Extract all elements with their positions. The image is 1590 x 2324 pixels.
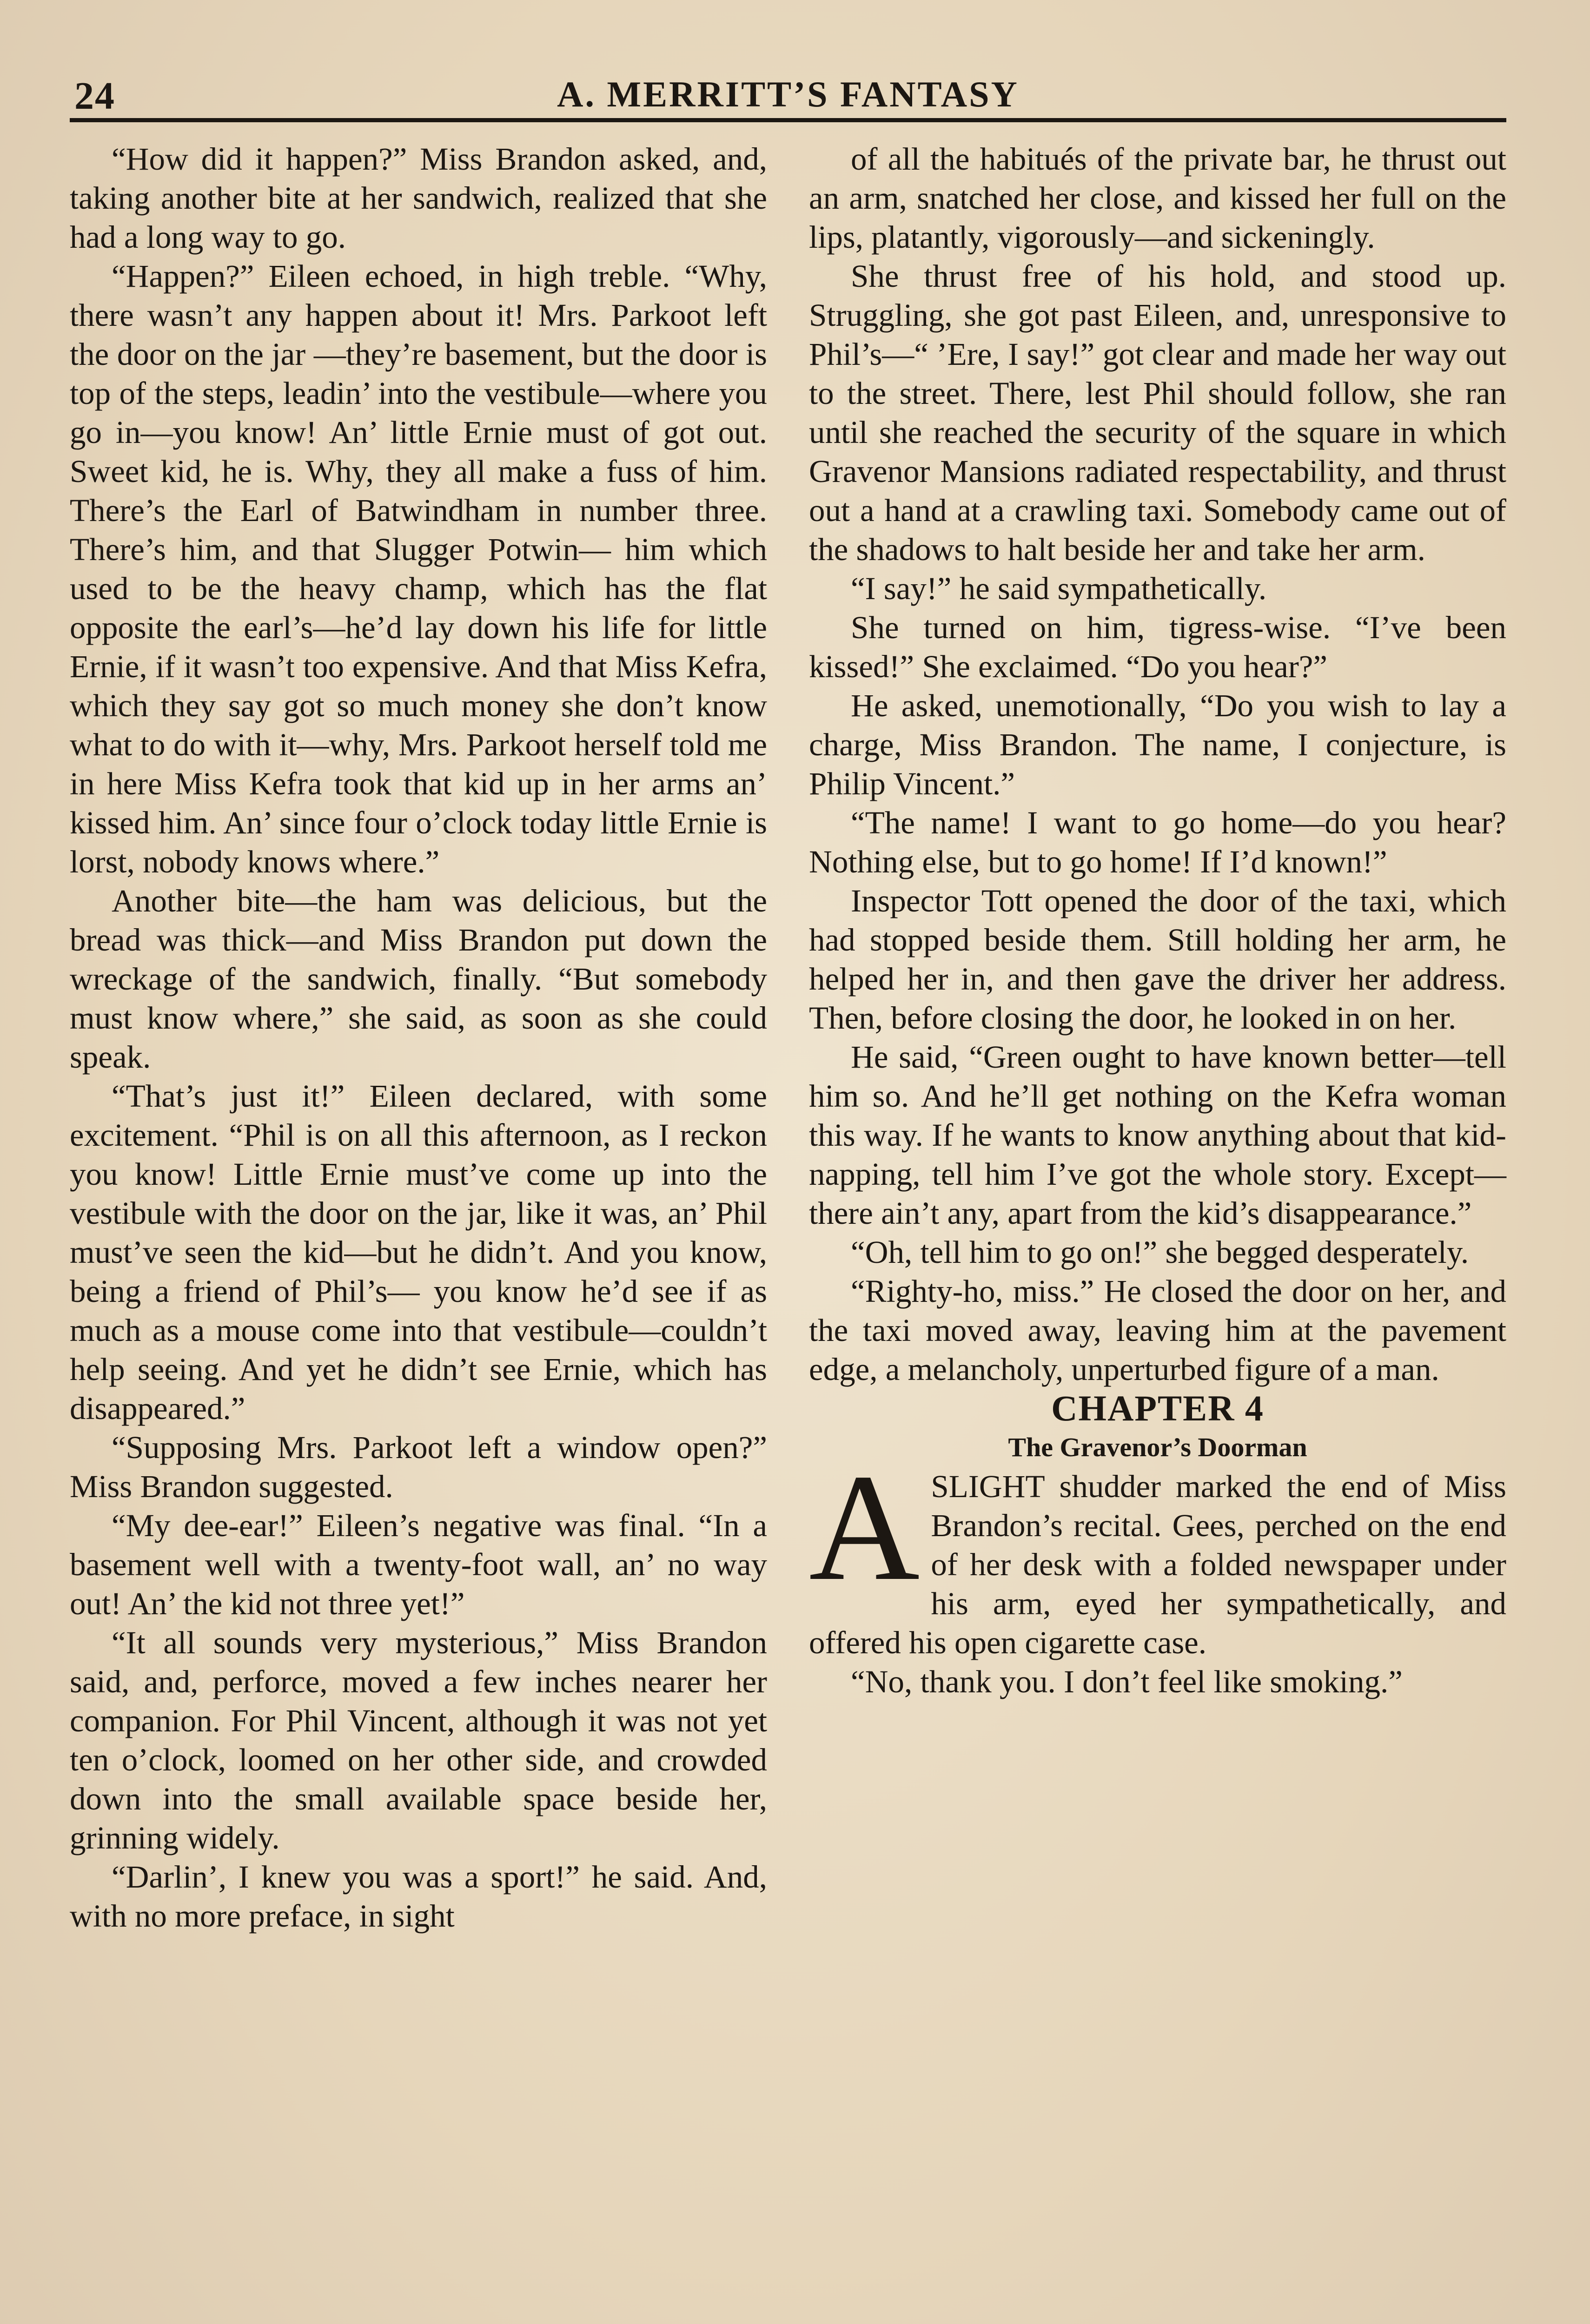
paragraph: She turned on him, tigress-wise. “I’ve been kissed!” She exclaimed. “Do you hear?” [809, 610, 1506, 684]
header-rule [70, 118, 1506, 122]
paragraph: of all the habitués of the private bar, he thrust out an arm, snatched her close, and kissed her full on the lips, platantly, vigorously—and sickeningly. [809, 141, 1506, 255]
paragraph: “My dee-ear!” Eileen’s negative was final. “In a basement well with a twenty-foot wall, an’ no way out! An’ the kid not three yet!” [70, 1508, 767, 1621]
paragraph: “Darlin’, I knew you was a sport!” he said. And, with no more preface, in sight [70, 1859, 767, 1934]
paragraph: Another bite—the ham was delicious, but the bread was thick—and Miss Brandon put down the wreckage of the sandwich, finally. “But somebody must know where,” she said, as soon as she could speak. [70, 883, 767, 1075]
page-header [70, 70, 1506, 122]
magazine-page [70, 70, 1506, 2324]
paragraph: Inspector Tott opened the door of the taxi, which had stopped beside them. Still holding her arm, he helped her in, and then gave the driver her address. Then, before closing the door, he looked in on her. [809, 883, 1506, 1036]
paragraph: “Supposing Mrs. Parkoot left a window open?” Miss Brandon suggested. [70, 1430, 767, 1504]
right-column [809, 139, 1506, 2324]
left-column [70, 139, 767, 2324]
paragraph: “I say!” he said sympathetically. [851, 571, 1267, 606]
paragraph: “Oh, tell him to go on!” she begged desperately. [851, 1235, 1469, 1270]
paragraph: “It all sounds very mysterious,” Miss Brandon said, and, perforce, moved a few inches nearer her companion. For Phil Vincent, although it was not yet ten o’clock, loomed on her other side, and crowded down into the small available space beside her, grinning widely. [70, 1625, 767, 1855]
paragraph: “No, thank you. I don’t feel like smoking.” [851, 1664, 1403, 1699]
paragraph: He said, “Green ought to have known better—tell him so. And he’ll get nothing on the Kefra woman this way. If he wants to know anything about that kidnapping, tell him I’ve got the whole story. Except—there ain’t any, apart from the kid’s disappearance.” [809, 1039, 1506, 1231]
chapter-subtitle: The Gravenor’s Doorman [1008, 1432, 1307, 1462]
paragraph: He asked, unemotionally, “Do you wish to lay a charge, Miss Brandon. The name, I conjecture, is Philip Vincent.” [809, 688, 1506, 801]
chapter-opening-text: SLIGHT shudder marked the end of Miss Brandon’s recital. Gees, perched on the end of her desk with a folded newspaper under his arm, eyed her sympathetically, and offered his open cigarette case. [809, 1469, 1506, 1660]
paragraph: “That’s just it!” Eileen declared, with some excitement. “Phil is on all this afternoon, as I reckon you know! Little Ernie must’ve come up into the vestibule with the door on the jar, like it was, an’ Phil must’ve seen the kid—but he didn’t. And you know, being a friend of Phil’s— you know he’d see if as much as a mouse come into that vestibule—couldn’t help seeing. And yet he didn’t see Ernie, which has disappeared.” [70, 1078, 767, 1426]
drop-cap: A [809, 1443, 920, 1612]
paragraph: “The name! I want to go home—do you hear? Nothing else, but to go home! If I’d known!” [809, 805, 1506, 879]
paragraph: “How did it happen?” Miss Brandon asked, and, taking another bite at her sandwich, realized that she had a long way to go. [70, 141, 767, 255]
chapter-title: CHAPTER 4 [1051, 1388, 1264, 1428]
running-head: A. MERRITT’S FANTASY [557, 74, 1019, 114]
paragraph: She thrust free of his hold, and stood up. Struggling, she got past Eileen, and, unresponsive to Phil’s—“ ’Ere, I say!” got clear and made her way out to the street. There, lest Phil should follow, she ran until she reached the security of the square in which Gravenor Mansions radiated respectability, and thrust out a hand at a crawling taxi. Somebody came out of the shadows to halt beside her and take her arm. [809, 258, 1506, 567]
page-number: 24 [74, 74, 115, 118]
paragraph: “Righty-ho, miss.” He closed the door on her, and the taxi moved away, leaving him at the pavement edge, a melancholy, unperturbed figure of a man. [809, 1274, 1506, 1387]
paragraph: “Happen?” Eileen echoed, in high treble. “Why, there wasn’t any happen about it! Mrs. Parkoot left the door on the jar —they’re basement, but the door is top of the steps, leadin’ into the vestibule—where you go in—you know! An’ little Ernie must of got out. Sweet kid, he is. Why, they all make a fuss of him. There’s the Earl of Batwindham in number three. There’s him, and that Slugger Potwin— him which used to be the heavy champ, which has the flat opposite the earl’s—he’d lay down his life for little Ernie, if it wasn’t too expensive. And that Miss Kefra, which they say got so much money she don’t know what to do with it—why, Mrs. Parkoot herself told me in here Miss Kefra took that kid up in her arms an’ kissed him. An’ since four o’clock today little Ernie is lorst, nobody knows where.” [70, 258, 767, 879]
